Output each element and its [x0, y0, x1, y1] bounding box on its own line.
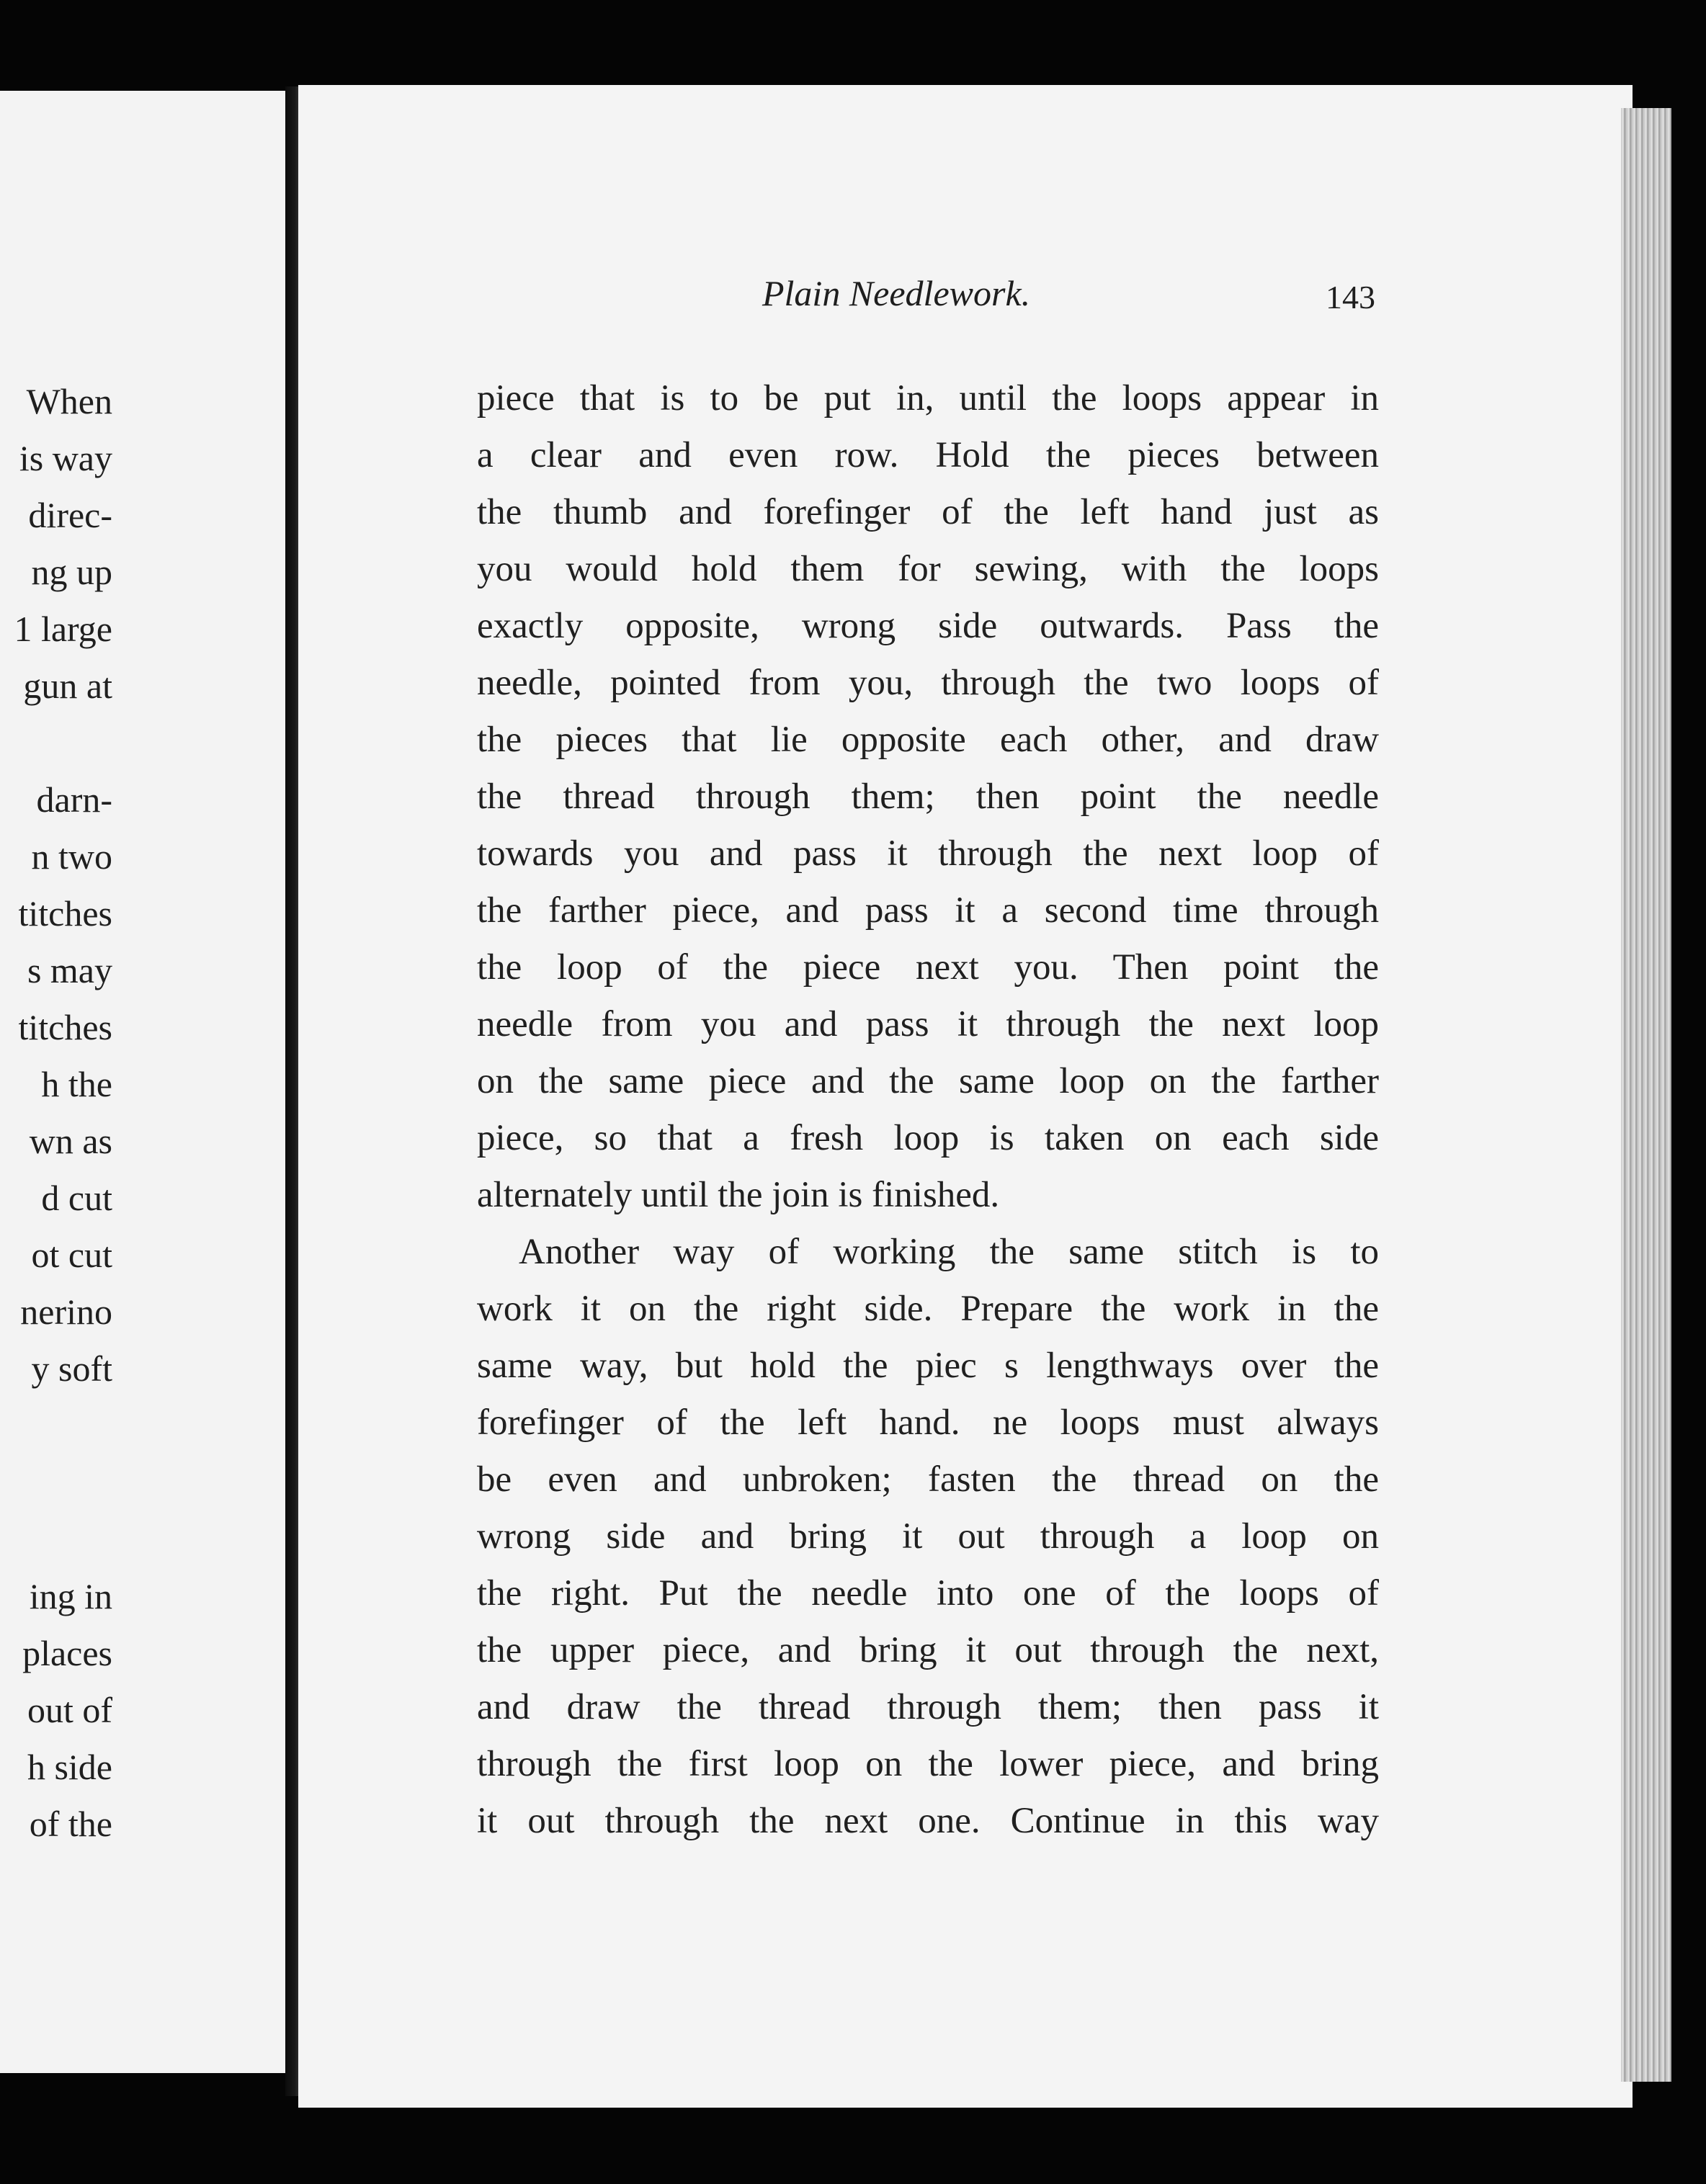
text-line: towards you and pass it through the next loop of	[477, 833, 1379, 874]
left-page-text	[14, 373, 112, 1853]
text-line: you would hold them for sewing, with the loops	[477, 549, 1379, 589]
left-line: nerino	[20, 1292, 112, 1332]
text-line: the thread through them; then point the needle	[477, 777, 1379, 817]
left-line: 1 large	[14, 609, 112, 649]
text-line: needle from you and pass it through the next loop	[477, 1004, 1379, 1044]
text-line: and draw the thread through them; then pass it	[477, 1687, 1379, 1727]
text-line: same way, but hold the piec s lengthways over the	[477, 1346, 1379, 1386]
left-line: y soft	[31, 1348, 112, 1389]
text-line: the farther piece, and pass it a second time through	[477, 890, 1379, 931]
left-line: d cut	[41, 1178, 112, 1218]
left-line: darn-	[36, 779, 112, 820]
left-line: titches	[18, 1007, 112, 1047]
left-line: ing in	[29, 1576, 112, 1616]
left-line-blank	[14, 1397, 112, 1511]
left-line: places	[22, 1633, 112, 1673]
text-line: piece that is to be put in, until the loops appear in	[477, 378, 1379, 419]
left-line: ng up	[31, 552, 112, 592]
body-text	[477, 370, 1379, 1850]
left-page	[0, 91, 287, 2073]
left-line: wn as	[29, 1121, 112, 1161]
page-number: 143	[1326, 279, 1375, 315]
text-line: the upper piece, and bring it out through the next,	[477, 1630, 1379, 1670]
text-line: needle, pointed from you, through the two loops of	[477, 663, 1379, 703]
text-line: the thumb and forefinger of the left hand just as	[477, 492, 1379, 532]
left-line-blank	[14, 715, 112, 771]
text-line-paragraph-start: Another way of working the same stitch is to	[519, 1232, 1379, 1272]
text-line: on the same piece and the same loop on the farther	[477, 1061, 1379, 1101]
text-line: it out through the next one. Continue in this way	[477, 1801, 1379, 1841]
left-line: ot cut	[31, 1235, 112, 1275]
left-line: titches	[18, 893, 112, 934]
text-line: the loop of the piece next you. Then point the	[477, 947, 1379, 988]
text-line: be even and unbroken; fasten the thread on the	[477, 1459, 1379, 1500]
text-line: the right. Put the needle into one of the loops of	[477, 1573, 1379, 1614]
text-line: a clear and even row. Hold the pieces between	[477, 435, 1379, 475]
left-line: gun at	[23, 666, 112, 706]
text-line: wrong side and bring it out through a loop on	[477, 1516, 1379, 1557]
text-line: the pieces that lie opposite each other, and draw	[477, 720, 1379, 760]
text-line: forefinger of the left hand. ne loops must always	[477, 1402, 1379, 1443]
text-line: exactly opposite, wrong side outwards. Pass the	[477, 606, 1379, 646]
left-line: When	[26, 381, 112, 421]
left-line-blank	[14, 1511, 112, 1568]
left-line: of the	[29, 1804, 112, 1844]
left-line: is way	[19, 438, 112, 478]
left-line: h side	[27, 1747, 112, 1787]
running-head: Plain Needlework.	[762, 273, 1031, 313]
left-line: s may	[27, 950, 112, 990]
text-line: piece, so that a fresh loop is taken on each side	[477, 1118, 1379, 1158]
text-line: through the first loop on the lower piece, and bring	[477, 1744, 1379, 1784]
left-line: n two	[31, 836, 112, 877]
text-line: work it on the right side. Prepare the work in the	[477, 1289, 1379, 1329]
left-line: h the	[41, 1064, 112, 1104]
text-line: alternately until the join is finished.	[477, 1175, 1000, 1215]
left-line: out of	[27, 1690, 112, 1730]
left-line: direc-	[28, 495, 112, 535]
page-edges	[1621, 108, 1671, 2082]
